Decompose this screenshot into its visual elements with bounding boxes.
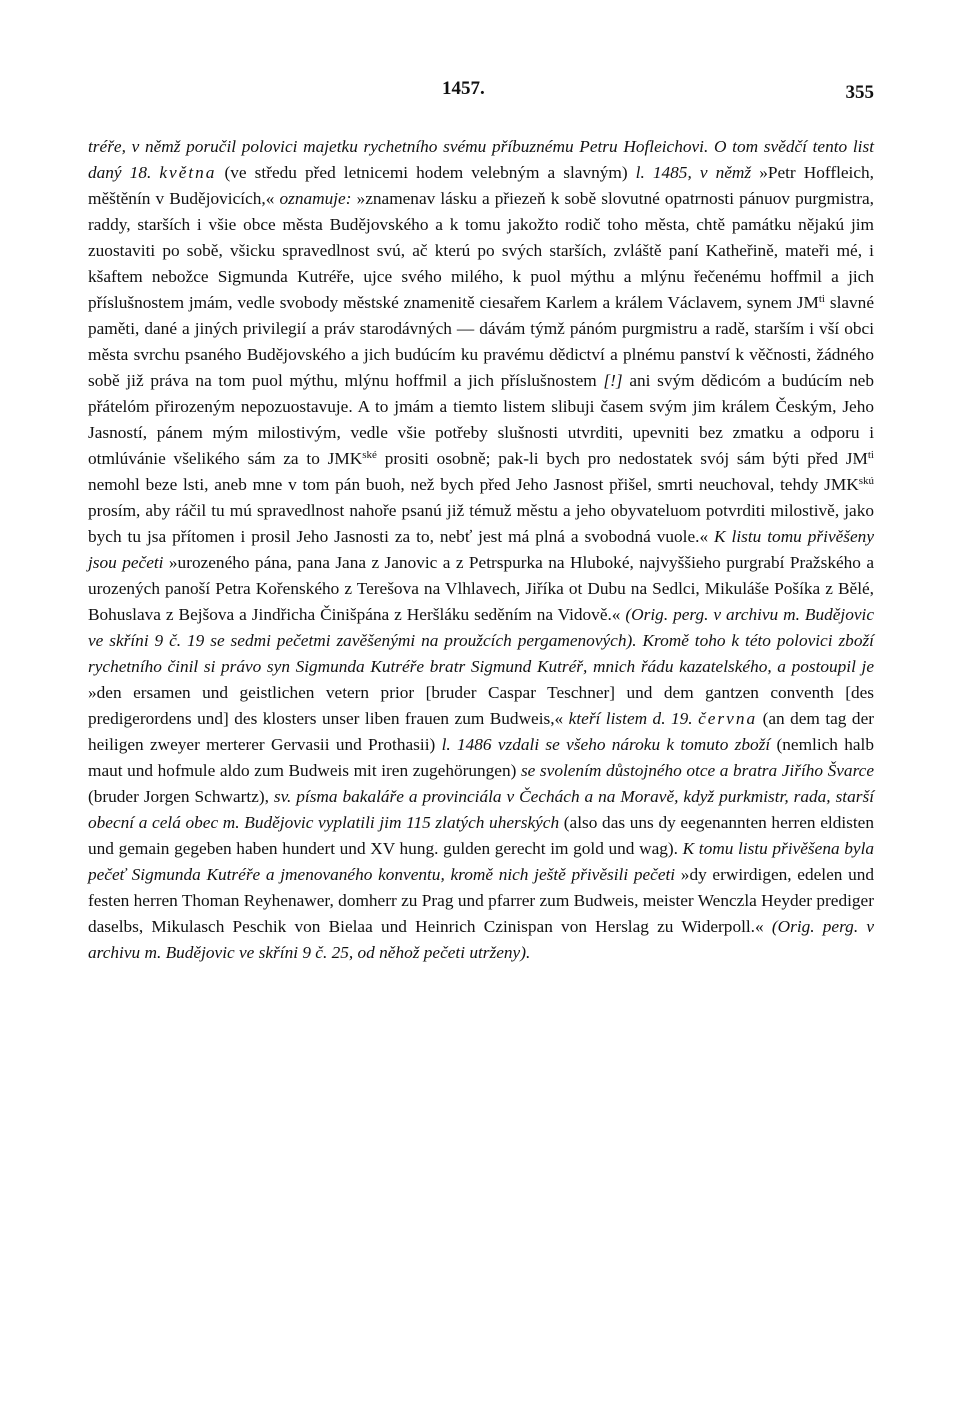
italic-text-run: se svolením důstojného otce a bratra Jiřího Švarce xyxy=(520,761,874,780)
italic-text-run: (Orig. perg. v archivu m. Budějovic ve skříni 9 č. 19 se sedmi pečetmi zavěšenými na proužcích pergamenových). Kromě toho k této polovici zboží rychetního činil si právo syn Sigmunda Kutréře bratr Sigmund Kutréř, mnich řádu kazatelského, a postoupil je xyxy=(88,605,874,676)
text-run: nemohl beze lsti, aneb mne v tom pán buoh, než bych před Jeho Jasnost přišel, smrti neuchoval, tehdy JMK xyxy=(88,475,859,494)
superscript-run: ti xyxy=(818,293,825,305)
text-run: »znamenav lásku a přiezeň k sobě slovutné opatrnosti pánuov purgmistra, raddy, starších i všie obce města Budějovského a k tomu jakožto rodič toho města, chtě památku nějakú jim zuostaviti po sobě, všicku spravedlnost svú, ač kterú po svých starších, zvláště paní Katheřině, mateři mé, i kšaftem nebožce Sigmunda Kutréře, ujce svého milého, k puol mýthu a mlýnu řečenému hoffmil a jich příslušnostem jmám, vedle svobody městské znamenitě ciesařem Karlem a králem Václavem, synem JM xyxy=(88,189,874,312)
text-run: ani svým dědicóm a budúcím neb přátelóm přirozeným nepozuostavuje. A to jmám a tiemto listem slibuji časem svým jim králem Českým, Jeho Jasností, pánem mým milostivým, vedle všie potřeby slušnosti utvrditi, upevniti bez zmatku a odporu i otmlúvánie všelikého sám za to JMK xyxy=(88,371,874,468)
text-run: »dy erwirdigen, edelen und festen herren Thoman Reyhenawer, domherr zu Prag und pfarrer zum Budweis, meister Wenczla Heyder prediger daselbs, Mikulasch Peschik von Bielaa und Heinrich Czinispan von Herslag zu Widerpoll.« xyxy=(88,865,874,936)
italic-text-run: (Orig. perg. v archivu m. Budějovic ve skříni 9 č. 25, od něhož pečeti utrženy). xyxy=(88,917,875,962)
text-run: (nemlich halb maut und hofmule aldo zum Budweis mit iren zugehörungen) xyxy=(88,735,874,780)
page-header xyxy=(88,70,874,110)
text-run: »urozeného pána, pana Jana z Janovic a z Petrspurka na Hluboké, najvyššieho purgrabí Pražského a urozených panoší Petra Kořenského z Terešova na Vlhlavech, Jiříka ot Dubu na Sedlci, Mikuláše Pošíka z Bělé, Bohuslava z Bejšova a Jindřicha Činišpána z Heršláku seděním na Vidově.« xyxy=(88,553,874,624)
italic-text-run: kteří listem d. 19. xyxy=(568,709,699,728)
superscript-run: ti xyxy=(867,449,874,461)
italic-text-run: K tomu listu přivěšena byla pečeť Sigmunda Kutréře a jmenovaného konventu, kromě nich ještě přivěsili pečeti xyxy=(88,839,875,884)
superscript-run: ské xyxy=(362,449,377,461)
header-year: 1457. xyxy=(442,78,485,99)
italic-text-run: K listu tomu přivěšeny jsou pečeti xyxy=(88,527,874,572)
superscript-run: skú xyxy=(858,475,874,487)
text-run: (an dem tag der heiligen zweyer merterer Gervasii und Prothasii) xyxy=(88,709,874,754)
italic-text-run: l. 1486 vzdali se všeho nároku k tomuto zboží xyxy=(441,735,771,754)
document-page xyxy=(88,70,874,983)
italic-text-run: tréře, v němž poručil polovici majetku rychetního svému příbuznému Petru Hofleichovi. O tom svědčí tento list daný 18. xyxy=(88,137,874,182)
text-run: prosím, aby ráčil tu mú spravedlnost nahoře psanú již témuž městu a jeho obyvateluom potvrditi milostivě, jako bych tu jsa přítomen i prosil Jeho Jasnosti za to, nebť jest má plná a svobodná vuole.« xyxy=(88,501,874,546)
italic-text-run: oznamuje: xyxy=(279,189,357,208)
text-run: prositi osobně; pak-li bych pro nedostatek svój sám býti před JM xyxy=(376,449,868,468)
text-run: »Petr Hoffleich, měštěnín v Budějovicích,« xyxy=(88,163,874,208)
text-run: (ve středu před letnicemi hodem velebným a slavným) xyxy=(216,163,636,182)
italic-text-run: [!] xyxy=(603,371,623,390)
italic-text-run: sv. písma bakaláře a provinciála v Čechách a na Moravě, když purkmistr, rada, starší obecní a celá obec m. Budějovic vyplatili jim 115 zlatých uherských xyxy=(88,787,874,832)
italic-text-run: l. 1485, v němž xyxy=(635,163,760,182)
text-run: (also das uns dy eegenannten herren eldisten und gemain gegeben haben hundert und XV hung. gulden gerecht im gold und wag). xyxy=(88,813,874,858)
text-run: slavné paměti, dané a jiných privilegií a práv starodávných — dávám týmž pánóm purgmistru a radě, starším i vší obci města svrchu psaného Budějovského a jich budúcím ku pravému dědictví a plnému panství k věčnosti, žádného sobě již práva na tom puol mýthu, mlýnu hoffmil a jich příslušnostem xyxy=(88,293,874,390)
page-number: 355 xyxy=(845,82,874,103)
italic-text-run: května xyxy=(159,163,217,182)
italic-text-run: června xyxy=(698,709,758,728)
body-paragraph xyxy=(88,134,874,966)
text-run: (bruder Jorgen Schwartz), xyxy=(88,787,274,806)
text-run: »den ersamen und geistlichen vetern prior [bruder Caspar Teschner] und dem gantzen conventh [des predigerordens und] des klosters unser liben frauen zum Budweis,« xyxy=(88,683,874,728)
